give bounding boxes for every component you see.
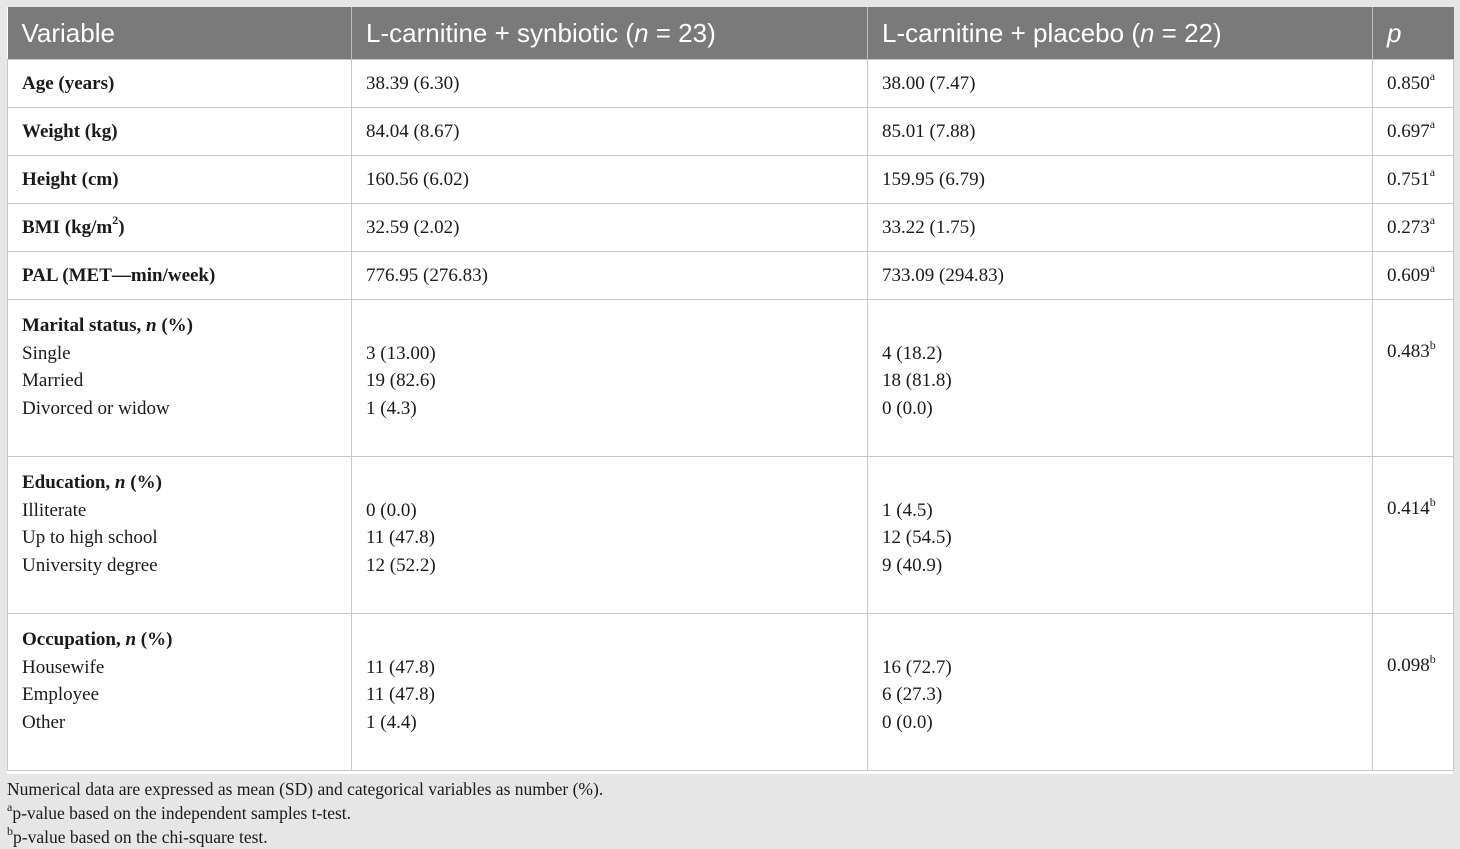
synbiotic-value: 11 (47.8) xyxy=(366,656,435,678)
placebo-value: 33.22 (1.75) xyxy=(868,204,1373,252)
row-label: BMI $(kg/m^2)$ xyxy=(8,204,352,252)
synbiotic-value: 776.95 (276.83) xyxy=(352,252,868,300)
placebo-values xyxy=(868,614,1373,771)
footnote-a: $^a$p-value based on the independent samples t-test. xyxy=(7,800,352,823)
placebo-value: 1 (4.5) xyxy=(882,499,933,521)
table-group-marital-status xyxy=(8,300,1454,457)
p-value: 0.850$^a$ xyxy=(1373,60,1454,108)
synbiotic-value: 1 (4.4) xyxy=(366,711,417,733)
item-label: Illiterate xyxy=(22,499,87,521)
header-row xyxy=(8,7,1454,60)
item-label: Housewife xyxy=(22,656,105,678)
placebo-value: 18 (81.8) xyxy=(882,370,952,391)
item-label: Married xyxy=(22,370,84,391)
placebo-values xyxy=(868,457,1373,614)
footnote-b: $^b$p-value based on the chi-square test. xyxy=(7,824,268,847)
group-title: Marital status, n (%) xyxy=(22,315,193,336)
p-value: 0.098$^b$ xyxy=(1373,614,1454,771)
table-footnotes xyxy=(7,771,1453,849)
table-group-education xyxy=(8,457,1454,614)
header-placebo: L-carnitine + placebo (n = 22) xyxy=(868,7,1373,60)
header-variable: Variable xyxy=(8,7,352,60)
table-group-occupation xyxy=(8,614,1454,771)
row-label: Age (years) xyxy=(8,60,352,108)
synbiotic-value: 19 (82.6) xyxy=(366,370,436,391)
placebo-value: 0 (0.0) xyxy=(882,711,933,733)
item-label: Up to high school xyxy=(22,527,158,548)
p-value: 0.697$^a$ xyxy=(1373,108,1454,156)
baseline-characteristics-table xyxy=(7,7,1454,771)
table-row-pal xyxy=(8,252,1454,300)
synbiotic-value: 1 (4.3) xyxy=(366,397,417,419)
synbiotic-value: 160.56 (6.02) xyxy=(352,156,868,204)
placebo-value: 16 (72.7) xyxy=(882,656,952,678)
synbiotic-value: 11 (47.8) xyxy=(366,684,435,705)
item-label: Single xyxy=(22,342,71,364)
table-row-weight xyxy=(8,108,1454,156)
placebo-value: 85.01 (7.88) xyxy=(868,108,1373,156)
p-value: 0.751$^a$ xyxy=(1373,156,1454,204)
table-frame xyxy=(7,7,1453,847)
synbiotic-values xyxy=(352,614,868,771)
synbiotic-value: 12 (52.2) xyxy=(366,554,436,576)
row-label: Weight (kg) xyxy=(8,108,352,156)
synbiotic-value: 38.39 (6.30) xyxy=(352,60,868,108)
placebo-value: 12 (54.5) xyxy=(882,527,952,548)
group-title: Education, n (%) xyxy=(22,472,162,493)
group-labels xyxy=(8,457,352,614)
table-row-bmi xyxy=(8,204,1454,252)
p-value: 0.273$^a$ xyxy=(1373,204,1454,252)
placebo-value: 4 (18.2) xyxy=(882,342,943,364)
group-labels xyxy=(8,614,352,771)
placebo-value: 0 (0.0) xyxy=(882,397,933,419)
row-label: Height (cm) xyxy=(8,156,352,204)
synbiotic-values xyxy=(352,457,868,614)
placebo-value: 38.00 (7.47) xyxy=(868,60,1373,108)
group-labels xyxy=(8,300,352,457)
placebo-value: 733.09 (294.83) xyxy=(868,252,1373,300)
placebo-value: 159.95 (6.79) xyxy=(868,156,1373,204)
placebo-value: 9 (40.9) xyxy=(882,554,943,576)
table-row-height xyxy=(8,156,1454,204)
group-title: Occupation, n (%) xyxy=(22,629,173,650)
synbiotic-value: 11 (47.8) xyxy=(366,527,435,548)
placebo-values xyxy=(868,300,1373,457)
header-synbiotic: L-carnitine + synbiotic (n = 23) xyxy=(352,7,868,60)
table-row-age xyxy=(8,60,1454,108)
synbiotic-value: 84.04 (8.67) xyxy=(352,108,868,156)
synbiotic-value: 32.59 (2.02) xyxy=(352,204,868,252)
placebo-value: 6 (27.3) xyxy=(882,684,943,705)
item-label: Employee xyxy=(22,684,100,705)
synbiotic-value: 0 (0.0) xyxy=(366,499,417,521)
row-label: PAL (MET—min/week) xyxy=(8,252,352,300)
p-value: 0.414$^b$ xyxy=(1373,457,1454,614)
item-label: University degree xyxy=(22,554,158,576)
p-value: 0.483$^b$ xyxy=(1373,300,1454,457)
item-label: Divorced or widow xyxy=(22,397,170,419)
synbiotic-values xyxy=(352,300,868,457)
header-p: p xyxy=(1373,7,1454,60)
item-label: Other xyxy=(22,711,66,733)
synbiotic-value: 3 (13.00) xyxy=(366,342,436,364)
footnote-note: Numerical data are expressed as mean (SD) and categorical variables as number (%). xyxy=(7,779,604,799)
p-value: 0.609$^a$ xyxy=(1373,252,1454,300)
